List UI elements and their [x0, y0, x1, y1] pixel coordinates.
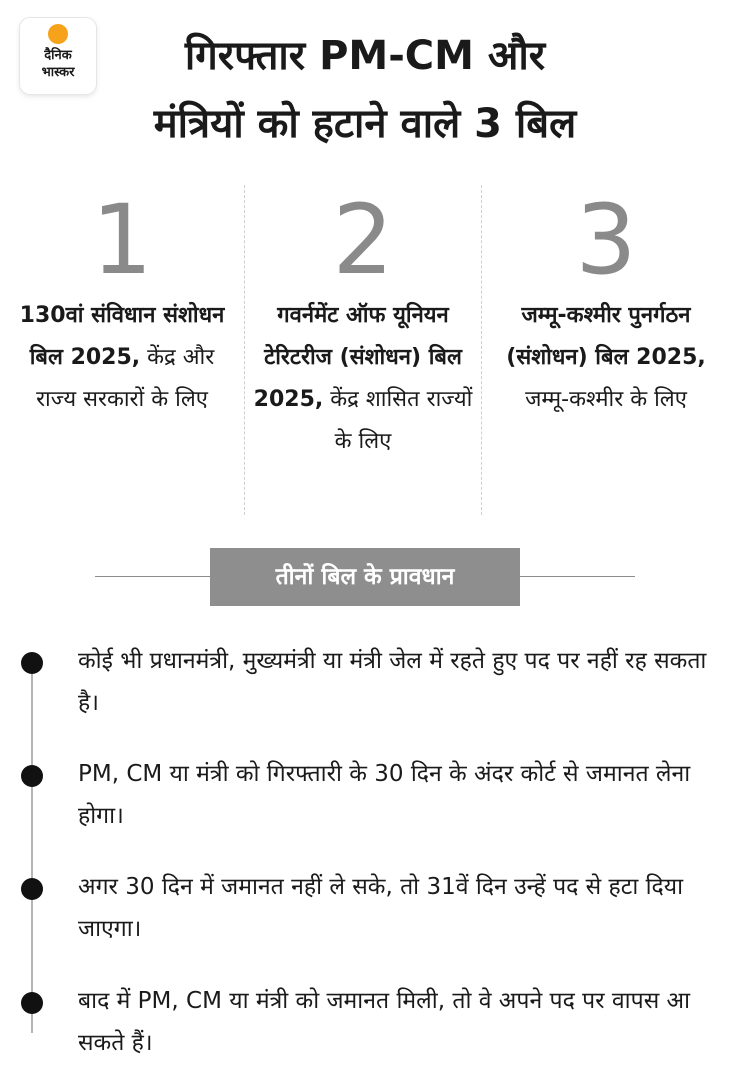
bill-scope: जम्मू-कश्मीर के लिए — [525, 387, 687, 412]
page-title — [60, 22, 670, 158]
provision-item — [0, 753, 730, 843]
bill-description — [245, 295, 481, 463]
bullet-dot-icon — [21, 992, 43, 1014]
bill-scope: केंद्र शासित राज्यों के लिए — [323, 387, 473, 454]
logo-text-line1: दैनिक — [44, 48, 72, 63]
bill-number: 3 — [575, 184, 637, 296]
section-divider-right — [520, 576, 635, 577]
provision-text: कोई भी प्रधानमंत्री, मुख्यमंत्री या मंत्री जेल में रहते हुए पद पर नहीं रह सकता है। — [78, 648, 707, 716]
bullet-dot-icon — [21, 652, 43, 674]
provision-text: PM, CM या मंत्री को गिरफ्तारी के 30 दिन के अंदर कोर्ट से जमानत लेना होगा। — [78, 761, 691, 829]
bullet-dot-icon — [21, 765, 43, 787]
title-line2: मंत्रियों को हटाने वाले 3 बिल — [153, 101, 577, 147]
logo-text-line2: भास्कर — [41, 65, 75, 80]
bill-name: 130वां संविधान संशोधन बिल 2025, — [19, 303, 225, 370]
bill-number: 2 — [332, 184, 394, 296]
bill-name: जम्मू-कश्मीर पुनर्गठन (संशोधन) बिल 2025, — [506, 303, 706, 370]
bills-columns — [0, 185, 730, 515]
provision-text: बाद में PM, CM या मंत्री को जमानत मिली, तो वे अपने पद पर वापस आ सकते हैं। — [78, 988, 691, 1056]
section-divider-left — [95, 576, 210, 577]
bill-scope: केंद्र और राज्य सरकारों के लिए — [36, 345, 215, 412]
provision-text: अगर 30 दिन में जमानत नहीं ले सके, तो 31वें दिन उन्हें पद से हटा दिया जाएगा। — [78, 874, 684, 942]
bill-name: गवर्नमेंट ऑफ यूनियन टेरिटरीज (संशोधन) बिल 2025, — [253, 303, 462, 412]
provision-item — [0, 980, 730, 1070]
bill-description — [488, 295, 724, 421]
bill-column-1 — [4, 185, 240, 515]
bill-column-2 — [244, 185, 482, 515]
section-label: तीनों बिल के प्रावधान — [210, 548, 520, 606]
provision-item — [0, 640, 730, 730]
bill-description — [4, 295, 240, 421]
section-header — [0, 548, 730, 606]
bullet-dot-icon — [21, 878, 43, 900]
bill-column-3 — [488, 185, 724, 515]
title-line1: गिरफ्तार PM-CM और — [184, 33, 546, 79]
bill-number: 1 — [91, 184, 153, 296]
provision-item — [0, 866, 730, 956]
